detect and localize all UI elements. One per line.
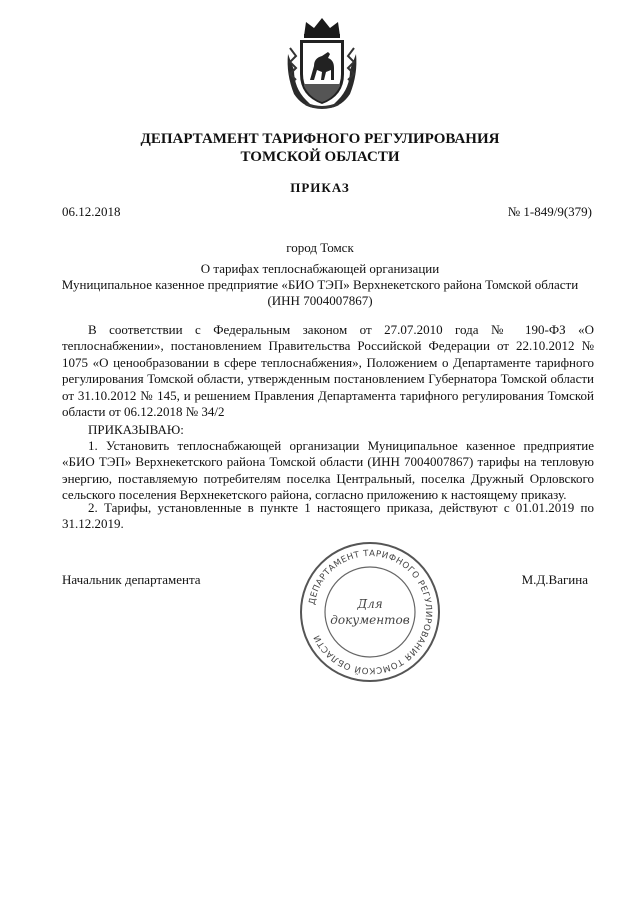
order-item-2: 2. Тарифы, установленные в пункте 1 настоящего приказа, действуют с 01.01.2019 по 31.12.2019. <box>62 500 594 532</box>
signatory-name: М.Д.Вагина <box>521 572 588 587</box>
stamp-ring-text: ДЕПАРТАМЕНТ ТАРИФНОГО РЕГУЛИРОВАНИЯ ТОМСКОЙ ОБЛАСТИ <box>307 548 434 676</box>
tomsk-coat-of-arms-icon <box>284 14 360 112</box>
stamp-center-line1: Для <box>357 597 383 611</box>
order-word: ПРИКАЗЫВАЮ: <box>88 422 184 437</box>
subject-line1: О тарифах теплоснабжающей организации <box>200 261 440 276</box>
signatory-position: Начальник департамента <box>62 572 201 587</box>
official-stamp <box>298 540 442 684</box>
document-city: город Томск <box>286 240 354 255</box>
document-subject <box>52 261 588 309</box>
document-number: № 1-849/9(379) <box>507 204 592 219</box>
basis-paragraph: В соответствии с Федеральным законом от 27.07.2010 года № 190-ФЗ «О теплоснабжении», постановлением Правительства Российской Федерации от 22.10.2012 № 1075 «О ценообразовании в сфере теплоснабжения», Положением о Департаменте тарифного регулирования Томской области, утвержденным постановлением Губернатора Томской области от 31.10.2012 № 145, и решением Правления Департамента тарифного регулирования Томской области от 06.12.2018 № 34/2 <box>62 322 594 420</box>
stamp-center-line2: документов <box>330 613 410 627</box>
order-item-1: 1. Установить теплоснабжающей организации Муниципальное казенное предприятие «БИО ТЭП» Верхнекетского района Томской области (ИНН 7004007867) тарифы на тепловую энергию, поставляемую потребителям поселка Центральный, поселка Дружный Орловского сельского поселения Верхнекетского района, согласно приложению к настоящему приказу. <box>62 438 594 503</box>
document-type-title: ПРИКАЗ <box>290 180 350 195</box>
subject-line3: (ИНН 7004007867) <box>267 293 373 308</box>
document-date: 06.12.2018 <box>62 204 121 219</box>
subject-line2: Муниципальное казенное предприятие «БИО ТЭП» Верхнекетского района Томской области <box>61 277 579 292</box>
organization-name-line2: ТОМСКОЙ ОБЛАСТИ <box>240 149 400 165</box>
organization-name-line1: ДЕПАРТАМЕНТ ТАРИФНОГО РЕГУЛИРОВАНИЯ <box>140 131 500 147</box>
